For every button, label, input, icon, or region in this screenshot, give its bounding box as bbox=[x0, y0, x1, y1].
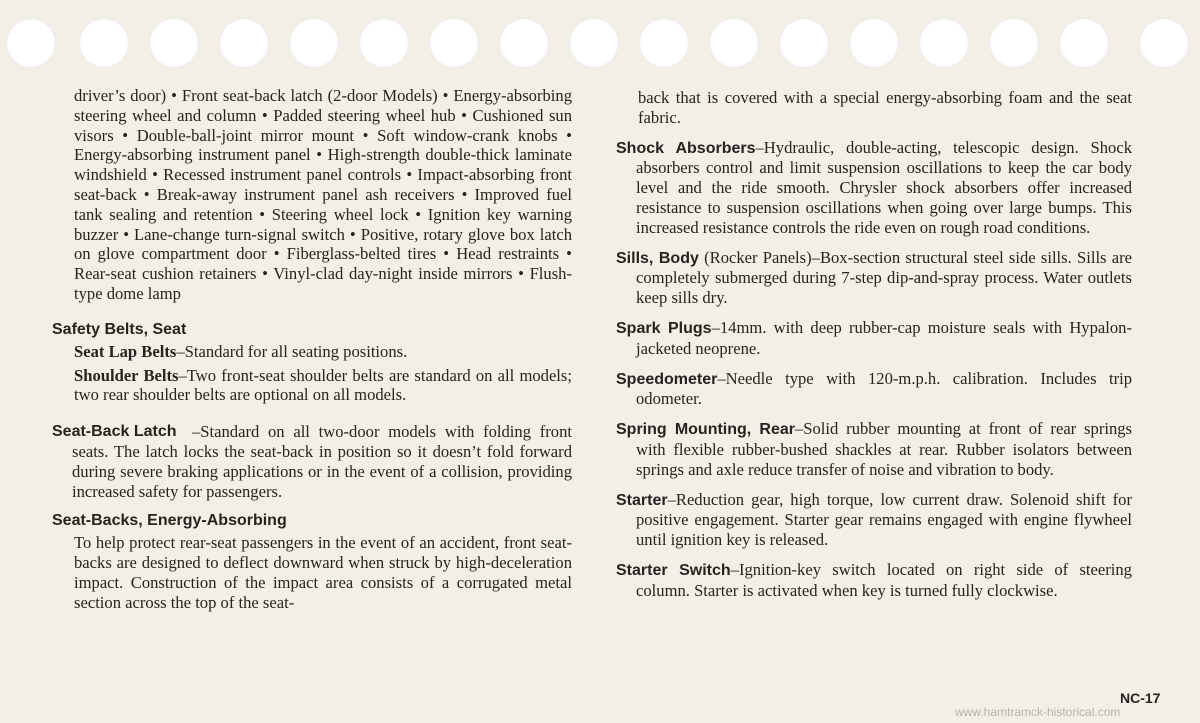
spec-description: –Needle type with 120-m.p.h. calibration. Includes trip odometer. bbox=[636, 368, 1132, 409]
binder-hole bbox=[639, 18, 689, 68]
spec-term: Starter bbox=[616, 491, 668, 509]
binder-hole bbox=[569, 18, 619, 68]
spec-entry-text bbox=[616, 138, 1132, 238]
spec-entry-text bbox=[616, 419, 1132, 479]
left-column bbox=[52, 86, 572, 613]
spec-term: Sills, Body bbox=[616, 249, 699, 267]
binder-hole bbox=[1139, 18, 1189, 68]
spec-entry bbox=[616, 138, 1132, 238]
right-column bbox=[616, 88, 1132, 611]
safety-belts-heading: Safety Belts, Seat bbox=[52, 320, 187, 338]
binder-hole bbox=[1059, 18, 1109, 68]
page-number: NC-17 bbox=[1120, 690, 1161, 706]
binder-hole bbox=[219, 18, 269, 68]
binder-hole bbox=[849, 18, 899, 68]
seat-back-continuation: back that is covered with a special energy-absorbing foam and the seat fabric. bbox=[638, 88, 1132, 127]
spec-entry bbox=[616, 248, 1132, 308]
spec-entry-text bbox=[616, 560, 1132, 601]
spec-description: (Rocker Panels)–Box-section structural steel side sills. Sills are completely submerged during 7-step dip-and-spray process. Water outlets keep sills dry. bbox=[636, 247, 1133, 308]
spec-description: –Hydraulic, double-acting, telescopic design. Shock absorbers control and limit suspension oscillations to keep the car body level and the ride smooth. Chrysler shock absorbers offer increased resistance to suspension oscillations when going over large bumps. This increased resistance controls the ride even on rough road conditions. bbox=[636, 137, 1132, 237]
spec-description: –Solid rubber mounting at front of rear springs with flexible rubber-bushed shackles at rear. Rubber isolators between springs and axle reduce transfer of noise and vibration to body. bbox=[636, 419, 1133, 479]
binder-holes bbox=[0, 14, 1200, 70]
safety-features-list: driver’s door) • Front seat-back latch (2-door Models) • Energy-absorbing steering wheel and column • Padded steering wheel hub • Cushioned sun visors • Double-ball-joint mirror mount • Soft window-crank knobs • Energy-absorbing instrument panel • High-strength double-thick laminate windshield • Recessed instrument panel controls • Impact-absorbing front seat-back • Break-away instrument panel ash receivers • Improved fuel tank sealing and retention • Steering wheel lock • Ignition key warning buzzer • Lane-change turn-signal switch • Positive, rotary glove box latch on glove compartment door • Fiberglass-belted tires • Head restraints • Rear-seat cushion retainers • Vinyl-clad day-night inside mirrors • Flush-type dome lamp bbox=[74, 86, 572, 303]
spec-term: Spring Mounting, Rear bbox=[616, 421, 795, 439]
shoulder-belts-term: Shoulder Belts bbox=[74, 365, 179, 385]
spec-entry-text bbox=[616, 318, 1132, 359]
spec-term: Shock Absorbers bbox=[616, 139, 756, 157]
shoulder-belts-text: –Two front-seat shoulder belts are standard on all models; two rear shoulder belts are optional on all models. bbox=[74, 365, 572, 405]
spec-entry-text bbox=[616, 490, 1132, 550]
spec-entry bbox=[616, 490, 1132, 550]
binder-hole bbox=[989, 18, 1039, 68]
spec-entry bbox=[616, 318, 1132, 359]
seat-lap-belts-text: –Standard for all seating positions. bbox=[176, 341, 408, 361]
spec-entry bbox=[616, 419, 1132, 479]
seat-back-latch-term: Seat-Back Latch bbox=[52, 423, 177, 441]
binder-hole bbox=[429, 18, 479, 68]
binder-hole bbox=[499, 18, 549, 68]
spec-term: Speedometer bbox=[616, 370, 718, 388]
binder-hole bbox=[779, 18, 829, 68]
seat-back-latch-entry bbox=[52, 421, 572, 501]
spec-description: –14mm. with deep rubber-cap moisture seals with Hypalon-jacketed neoprene. bbox=[636, 317, 1132, 358]
seat-lap-belts-entry bbox=[52, 342, 572, 362]
spec-description: –Reduction gear, high torque, low current draw. Solenoid shift for positive engagement. Starter gear remains engaged with engine flywheel until ignition key is released. bbox=[636, 489, 1132, 550]
seat-backs-text: To help protect rear-seat passengers in the event of an accident, front seat-backs are designed to deflect downward when struck by high-deceleration impact. Construction of the impact area consists of a corrugated metal section across the top of the seat- bbox=[74, 533, 572, 612]
seat-backs-heading: Seat-Backs, Energy-Absorbing bbox=[52, 512, 287, 530]
watermark: www.hamtramck-historical.com bbox=[955, 705, 1121, 719]
seat-lap-belts-term: Seat Lap Belts bbox=[74, 341, 177, 361]
binder-hole bbox=[709, 18, 759, 68]
spec-entry bbox=[616, 369, 1132, 410]
binder-hole bbox=[289, 18, 339, 68]
seat-back-latch-body: –Standard on all two-door models with folding front seats. The latch locks the seat-back in position so it doesn’t fold forward during severe braking applications or in the event of a collision, providing increased safety for passengers. bbox=[72, 422, 572, 501]
spec-entries bbox=[616, 138, 1132, 601]
binder-hole bbox=[6, 18, 56, 68]
binder-hole bbox=[149, 18, 199, 68]
spec-entry-text bbox=[616, 248, 1132, 308]
shoulder-belts-entry bbox=[52, 366, 572, 406]
binder-hole bbox=[79, 18, 129, 68]
spec-term: Starter Switch bbox=[616, 561, 731, 579]
spec-entry bbox=[616, 560, 1132, 601]
spec-entry-text bbox=[616, 369, 1132, 410]
spec-term: Spark Plugs bbox=[616, 319, 712, 337]
binder-hole bbox=[919, 18, 969, 68]
binder-hole bbox=[359, 18, 409, 68]
spec-description: –Ignition-key switch located on right side of steering column. Starter is activated when key is turned fully clockwise. bbox=[636, 559, 1132, 600]
